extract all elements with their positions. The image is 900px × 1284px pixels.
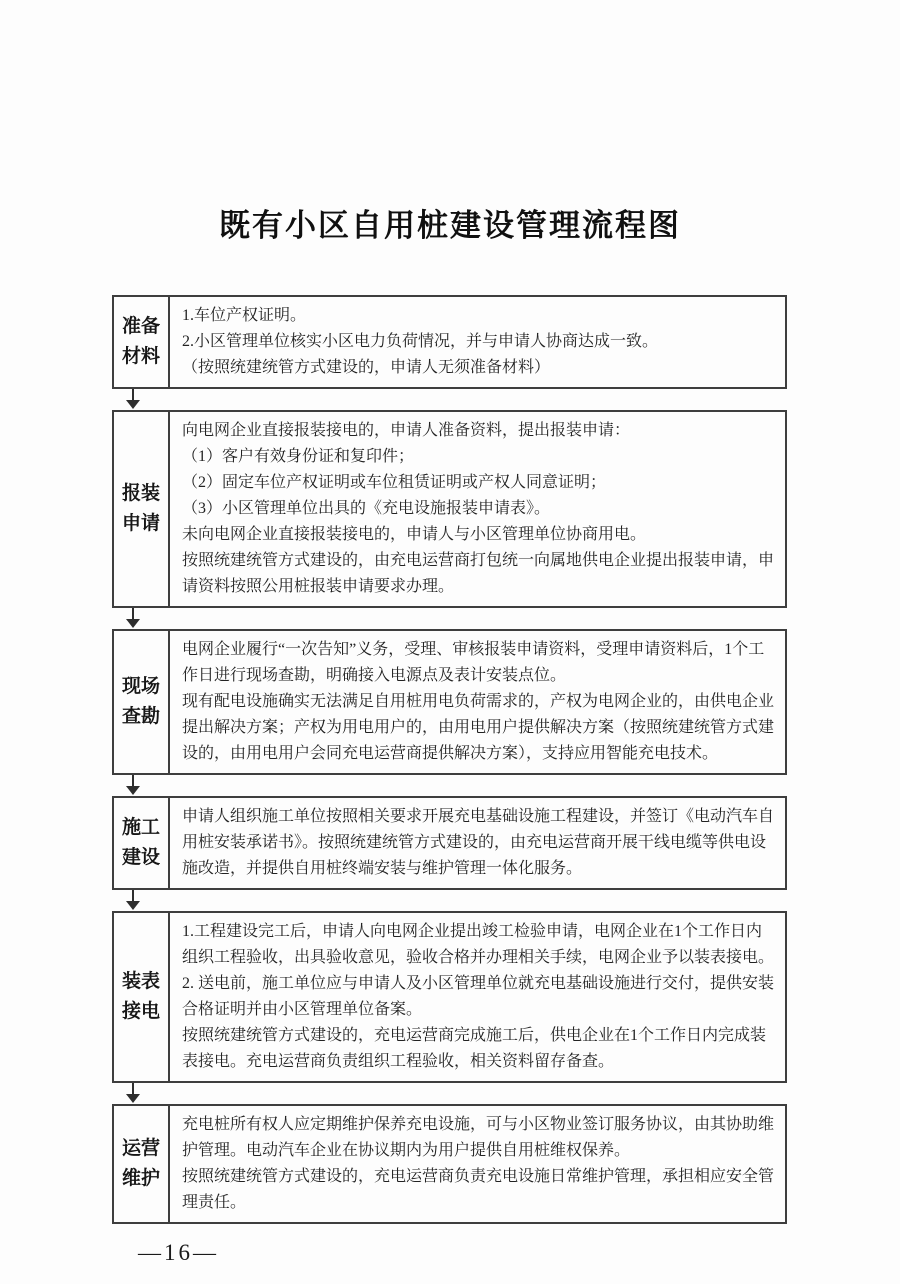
step-paragraph: （按照统建统管方式建设的，申请人无须准备材料） <box>182 359 551 376</box>
step-label-line: 材料 <box>121 346 160 367</box>
step-paragraph: 申请人组织施工单位按照相关要求开展充电基础设施工程建设，并签订《电动汽车自用桩安装承诺书》。按照统建统管方式建设的，由充电运营商开展干线电缆等供电设施改造，并提供自用桩终端安装与维护管理一体化服务。 <box>182 808 775 877</box>
step-label-line: 装表 <box>121 971 160 992</box>
step-label-line: 接电 <box>121 1001 160 1022</box>
step-label-line: 现场 <box>121 676 160 697</box>
step-paragraph: 按照统建统管方式建设的，充电运营商负责充电设施日常维护管理，承担相应安全管理责任。 <box>182 1168 775 1211</box>
step-paragraph: 按照统建统管方式建设的，由充电运营商打包统一向属地供电企业提出报装申请，申请资料按照公用桩报装申请要求办理。 <box>182 552 775 595</box>
step-paragraph: 2.小区管理单位核实小区电力负荷情况，并与申请人协商达成一致。 <box>182 333 659 350</box>
flow-step-site-survey <box>112 629 787 775</box>
page-title: 既有小区自用桩建设管理流程图 <box>219 208 681 243</box>
step-label-operation-maintenance <box>114 1106 170 1222</box>
step-paragraph: 向电网企业直接报装接电的，申请人准备资料，提出报装申请： <box>182 422 631 439</box>
down-arrow-icon <box>125 608 141 629</box>
step-paragraph: （3）小区管理单位出具的《充电设施报装申请表》。 <box>182 500 551 517</box>
step-content <box>170 297 785 387</box>
down-arrow-icon <box>125 775 141 796</box>
step-paragraph: 充电桩所有权人应定期维护保养充电设施，可与小区物业签订服务协议，由其协助维护管理。电动汽车企业在协议期内为用户提供自用桩维权保养。 <box>182 1116 775 1159</box>
step-label-line: 准备 <box>121 316 160 337</box>
flowchart <box>112 295 787 1224</box>
step-label-line: 维护 <box>121 1168 160 1189</box>
step-label-line: 报装 <box>121 483 160 504</box>
flow-step-prepare-materials <box>112 295 787 389</box>
step-label-line: 查勘 <box>121 706 160 727</box>
step-label-construction <box>114 798 170 888</box>
step-paragraph: 1.车位产权证明。 <box>182 307 307 324</box>
step-content <box>170 412 785 606</box>
flow-step-meter-connection <box>112 911 787 1083</box>
step-paragraph: 1.工程建设完工后，申请人向电网企业提出竣工检验申请，电网企业在1个工作日内组织工程验收，出具验收意见，验收合格并办理相关手续，电网企业予以装表接电。 <box>182 923 775 966</box>
step-content <box>170 798 785 888</box>
step-label-site-survey <box>114 631 170 773</box>
step-label-line: 施工 <box>121 817 160 838</box>
step-label-prepare-materials <box>114 297 170 387</box>
flow-step-installation-application <box>112 410 787 608</box>
down-arrow-icon <box>125 890 141 911</box>
step-content <box>170 631 785 773</box>
flow-step-construction <box>112 796 787 890</box>
step-label-meter-connection <box>114 913 170 1081</box>
page-number: —16— <box>138 1240 219 1265</box>
step-label-line: 申请 <box>121 513 160 534</box>
step-paragraph: 按照统建统管方式建设的，充电运营商完成施工后，供电企业在1个工作日内完成装表接电。充电运营商负责组织工程验收，相关资料留存备查。 <box>182 1027 767 1070</box>
step-paragraph: 电网企业履行“一次告知”义务，受理、审核报装申请资料，受理申请资料后，1个工作日进行现场查勘，明确接入电源点及表计安装点位。 <box>182 641 765 684</box>
step-content <box>170 913 785 1081</box>
flow-step-operation-maintenance <box>112 1104 787 1224</box>
step-content <box>170 1106 785 1222</box>
step-label-line: 建设 <box>121 847 160 868</box>
step-paragraph: （2）固定车位产权证明或车位租赁证明或产权人同意证明； <box>182 474 607 491</box>
down-arrow-icon <box>125 389 141 410</box>
step-paragraph: 现有配电设施确实无法满足自用桩用电负荷需求的，产权为电网企业的，由供电企业提出解决方案；产权为用电用户的，由用电用户提供解决方案（按照统建统管方式建设的，由用电用户会同充电运营商提供解决方案），支持应用智能充电技术。 <box>182 693 775 762</box>
down-arrow-icon <box>125 1083 141 1104</box>
step-paragraph: （1）客户有效身份证和复印件； <box>182 448 415 465</box>
step-label-line: 运营 <box>121 1138 160 1159</box>
step-label-installation-application <box>114 412 170 606</box>
step-paragraph: 2. 送电前，施工单位应与申请人及小区管理单位就充电基础设施进行交付，提供安装合格证明并由小区管理单位备案。 <box>182 975 775 1018</box>
step-paragraph: 未向电网企业直接报装接电的，申请人与小区管理单位协商用电。 <box>182 526 647 543</box>
